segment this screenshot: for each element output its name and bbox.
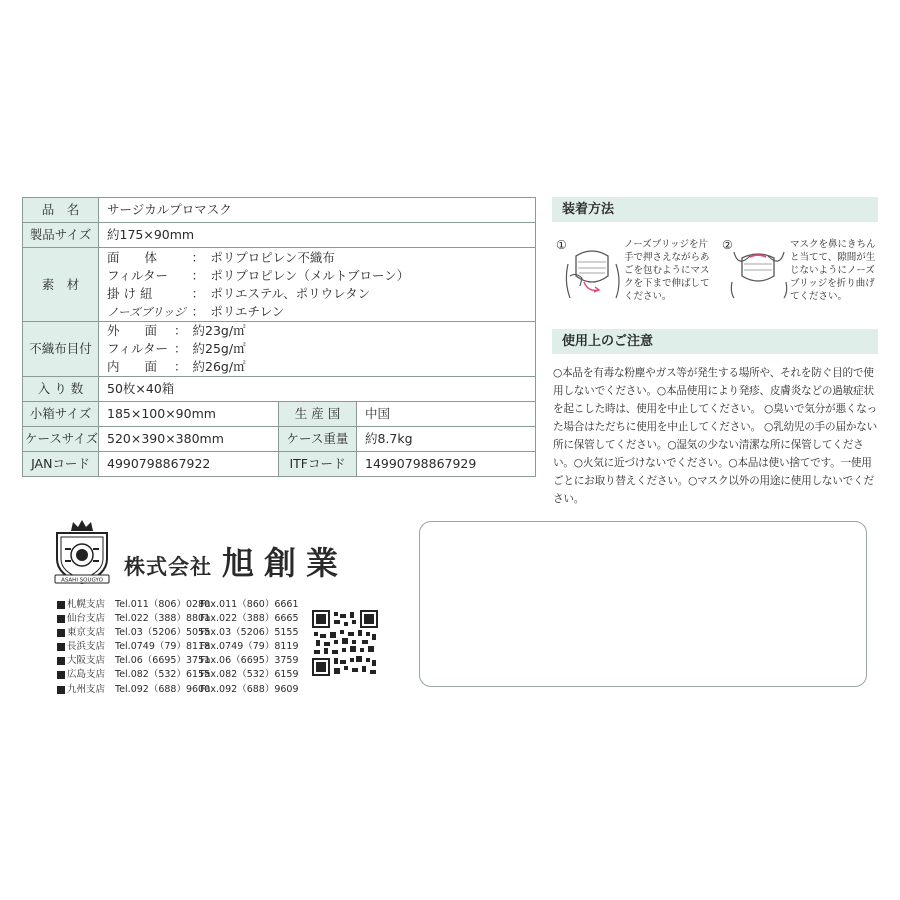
mask-fitting-illustration-1-icon (562, 242, 624, 300)
fabric-weight-list: 外 面 ： 約23g/㎡ フィルター ： 約25g/㎡ 内 面 ： 約26g/㎡ (99, 322, 536, 377)
qr-code-icon[interactable] (312, 610, 378, 676)
table-row (23, 377, 536, 402)
case-size-label: ケースサイズ (23, 427, 99, 452)
branch-list (57, 598, 299, 697)
case-weight-label: ケース重量 (279, 427, 357, 452)
itf-value: 14990798867929 (357, 452, 536, 477)
material-value: ポリプロピレン（メルトブローン） (210, 267, 410, 283)
list-item: 仙台支店 Tel.022（388）8801 Fax.022（388）6665 (57, 612, 299, 626)
list-item: 東京支店 Tel.03（5206）5055 Fax.03（5206）5155 (57, 626, 299, 640)
list-item: 札幌支店 Tel.011（806）0280 Fax.011（860）6661 (57, 598, 299, 612)
table-row (23, 427, 536, 452)
how-to-steps (552, 236, 878, 300)
material-label: 素 材 (23, 248, 99, 322)
spec-table (22, 197, 536, 477)
table-row (23, 322, 536, 377)
product-name-label: 品 名 (23, 198, 99, 223)
case-size-value: 520×390×380mm (99, 427, 279, 452)
product-size-value: 約175×90mm (99, 223, 536, 248)
origin-label: 生 産 国 (279, 402, 357, 427)
how-to-heading: 装着方法 (552, 197, 878, 222)
company-prefix: 株式会社 (124, 555, 212, 579)
case-weight-value: 約8.7kg (357, 427, 536, 452)
material-value: ポリプロピレン不織布 (210, 249, 335, 265)
table-row (23, 402, 536, 427)
quantity-value: 50枚×40箱 (99, 377, 536, 402)
company-name (124, 538, 348, 584)
product-name-value: サージカルプロマスク (99, 198, 536, 223)
svg-text:ASAHI SOUGYO: ASAHI SOUGYO (61, 577, 103, 584)
blank-label-area (419, 521, 867, 687)
step-2: ② マスクを鼻にきちんと当てて、隙間が生じないようにノーズブリッジを折り曲げてください。 (718, 236, 880, 300)
table-row (23, 452, 536, 477)
inner-box-size-label: 小箱サイズ (23, 402, 99, 427)
material-part: 掛 け 紐 (107, 285, 153, 301)
table-row (23, 198, 536, 223)
table-row (23, 248, 536, 322)
material-part: 面 体 (107, 249, 158, 265)
caution-heading: 使用上のご注意 (552, 329, 878, 354)
jan-label: JANコード (23, 452, 99, 477)
fabric-weight-label: 不織布目付 (23, 322, 99, 377)
product-size-label: 製品サイズ (23, 223, 99, 248)
list-item: 九州支店 Tel.092（688）9600 Fax.092（688）9609 (57, 683, 299, 697)
caution-text: ○本品を有毒な粉塵やガス等が発生する場所や、それを防ぐ目的で使用しないでください。○本品使用により発疹、皮膚炎などの過敏症状を起こした時は、使用を中止してください。 ○臭いで気分が悪くなった場合はただちに使用を中止してください。 ○乳幼児の手の届かない所に保管してください。○湿気の少ない清潔な所に保管してください。○火気に近づけないでください。○本品は使い捨てです。一使用ごとにお取り替えください。○マスク以外の用途に使用しないでください。 (553, 367, 878, 505)
origin-value: 中国 (357, 402, 536, 427)
material-part: ノーズブリッジ (107, 304, 186, 319)
quantity-label: 入 り 数 (23, 377, 99, 402)
itf-label: ITFコード (279, 452, 357, 477)
material-list: 面 体 ： ポリプロピレン不織布 フィルター ： ポリプロピレン（メルトブローン） 掛 け 紐 ： ポリエステル、ポリウレタン ノーズブリッジ ： ポリエチレン (99, 248, 536, 322)
step-1: ① ノーズブリッジを片手で押さえながらあごを包むようにマスクを下まで伸ばしてください。 (552, 236, 714, 300)
list-item: 大阪支店 Tel.06（6695）3751 Fax.06（6695）3759 (57, 654, 299, 668)
material-value: ポリエステル、ポリウレタン (210, 285, 371, 301)
material-value: ポリエチレン (210, 303, 285, 319)
jan-value: 4990798867922 (99, 452, 279, 477)
material-part: フィルター (107, 267, 169, 283)
table-row (23, 223, 536, 248)
list-item: 広島支店 Tel.082（532）6155 Fax.082（532）6159 (57, 668, 299, 682)
step-2-text: マスクを鼻にきちんと当てて、隙間が生じないようにノーズブリッジを折り曲げてください。 (790, 239, 876, 302)
mask-fitting-illustration-2-icon (728, 242, 790, 300)
company-brand: 旭創業 (222, 544, 349, 582)
step-1-text: ノーズブリッジを片手で押さえながらあごを包むようにマスクを下まで伸ばしてください。 (624, 239, 710, 302)
company-emblem-icon (51, 519, 113, 585)
inner-box-size-value: 185×100×90mm (99, 402, 279, 427)
list-item: 長浜支店 Tel.0749（79）8118 Fax.0749（79）8119 (57, 640, 299, 654)
